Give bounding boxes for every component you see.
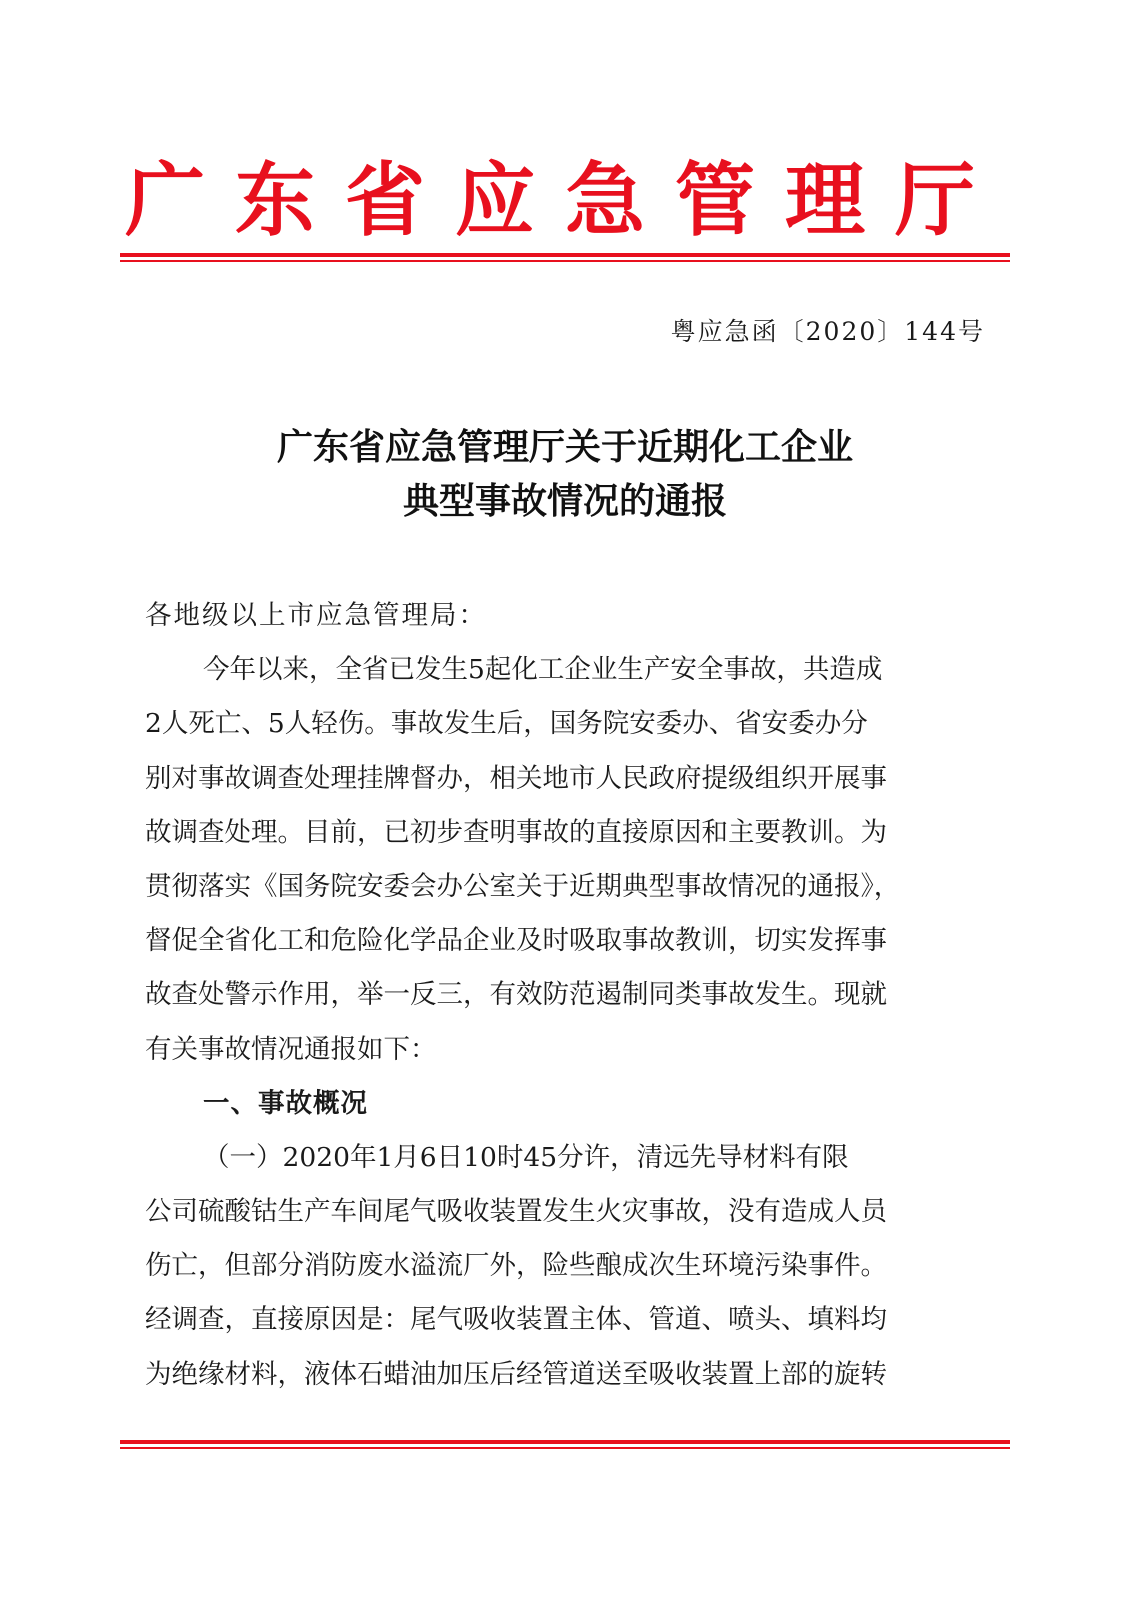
body-line: 今年以来，全省已发生5起化工企业生产安全事故，共造成 <box>203 654 883 686</box>
section-line: 为绝缘材料，液体石蜡油加压后经管道送至吸收装置上部的旋转 <box>145 1358 887 1390</box>
section-line: 伤亡，但部分消防废水溢流厂外，险些酿成次生环境污染事件。 <box>145 1250 887 1282</box>
document-number: 粤应急函〔2020〕144号 <box>670 317 985 346</box>
document-title-line-2: 典型事故情况的通报 <box>402 480 727 522</box>
body-line: 有关事故情况通报如下： <box>145 1033 437 1065</box>
body-line: 别对事故调查处理挂牌督办，相关地市人民政府提级组织开展事 <box>145 762 887 794</box>
body-line: 2人死亡、5人轻伤。事故发生后，国务院安委办、省安委办分 <box>145 708 868 740</box>
body-line: 贯彻落实《国务院安委会办公室关于近期典型事故情况的通报》， <box>145 870 901 902</box>
document-title <box>120 420 1010 528</box>
masthead-title: 广东省应急管理厅 <box>125 153 1005 247</box>
masthead-rule-thick <box>120 253 1010 257</box>
section-heading: 一、事故概况 <box>203 1087 368 1119</box>
section-line: 公司硫酸钴生产车间尾气吸收装置发生火灾事故，没有造成人员 <box>145 1196 887 1228</box>
body-line: 督促全省化工和危险化学品企业及时吸取事故教训，切实发挥事 <box>145 925 887 957</box>
footer-rule-thin <box>120 1447 1010 1449</box>
footer-rule-thick <box>120 1440 1010 1444</box>
section-line: （一）2020年1月6日10时45分许，清远先导材料有限 <box>203 1141 849 1173</box>
document-title-line-1: 广东省应急管理厅关于近期化工企业 <box>276 426 853 468</box>
body-line: 故调查处理。目前，已初步查明事故的直接原因和主要教训。为 <box>145 816 887 848</box>
salutation: 各地级以上市应急管理局： <box>145 600 487 631</box>
masthead-rule-thin <box>120 260 1010 262</box>
document-body <box>145 589 967 1402</box>
body-line: 故查处警示作用，举一反三，有效防范遏制同类事故发生。现就 <box>145 979 887 1011</box>
section-line: 经调查，直接原因是：尾气吸收装置主体、管道、喷头、填料均 <box>145 1304 887 1336</box>
